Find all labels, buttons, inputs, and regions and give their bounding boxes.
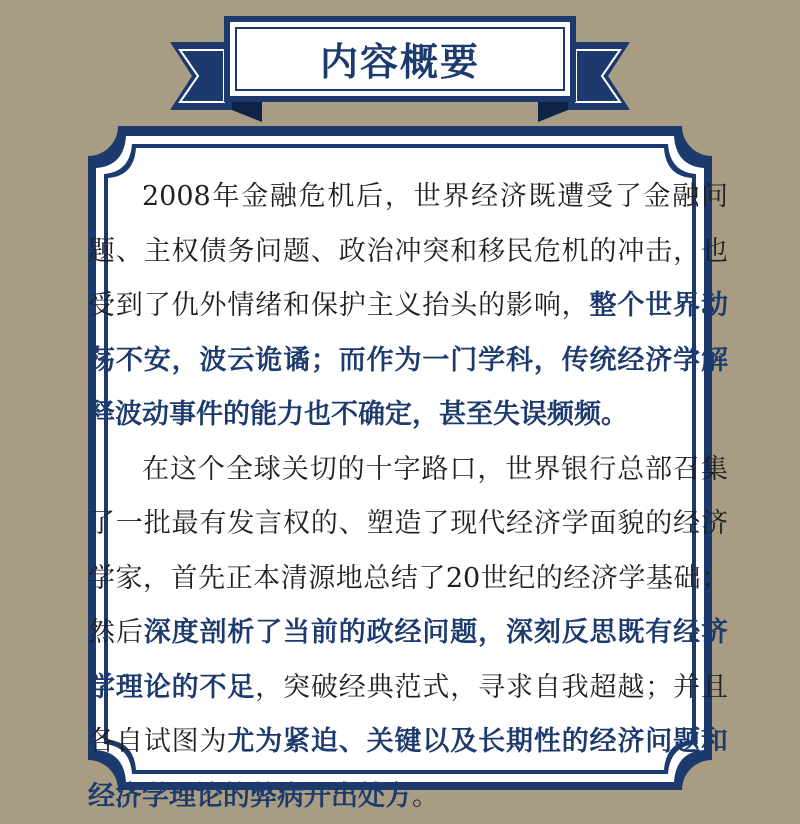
paragraph-1 xyxy=(88,170,728,443)
highlighted-text: 整个世界动荡不安，波云诡谲；而作为一门学科，传统经济学解释波动事件的能力也不确定，甚至失误频频。 xyxy=(88,290,728,430)
body-text: 2008年金融危机后，世界经济既遭受了金融问题、主权债务问题、政治冲突和移民危机的冲击，也受到了仇外情绪和保护主义抬头的影响， xyxy=(88,181,728,321)
section-title: 内容概要 xyxy=(230,22,570,94)
ribbon-tail-left xyxy=(170,42,232,110)
highlighted-text: 尤为紧迫、关键以及长期性的经济问题和经济学理论的弊病开出处方 xyxy=(88,726,728,812)
ribbon-tail-right xyxy=(568,42,630,110)
summary-content xyxy=(88,170,728,824)
highlighted-text: 深度剖析了当前的政经问题，深刻反思既有经济学理论的不足 xyxy=(88,617,728,703)
paragraph-2 xyxy=(88,443,728,824)
body-text: 。 xyxy=(412,781,439,812)
body-text: 在这个全球关切的十字路口，世界银行总部召集了一批最有发言权的、塑造了现代经济学面貌的经济学家，首先正本清源地总结了20世纪的经济学基础；然后 xyxy=(88,454,728,649)
body-text: ，突破经典范式，寻求自我超越；并且各自试图为 xyxy=(88,672,728,758)
